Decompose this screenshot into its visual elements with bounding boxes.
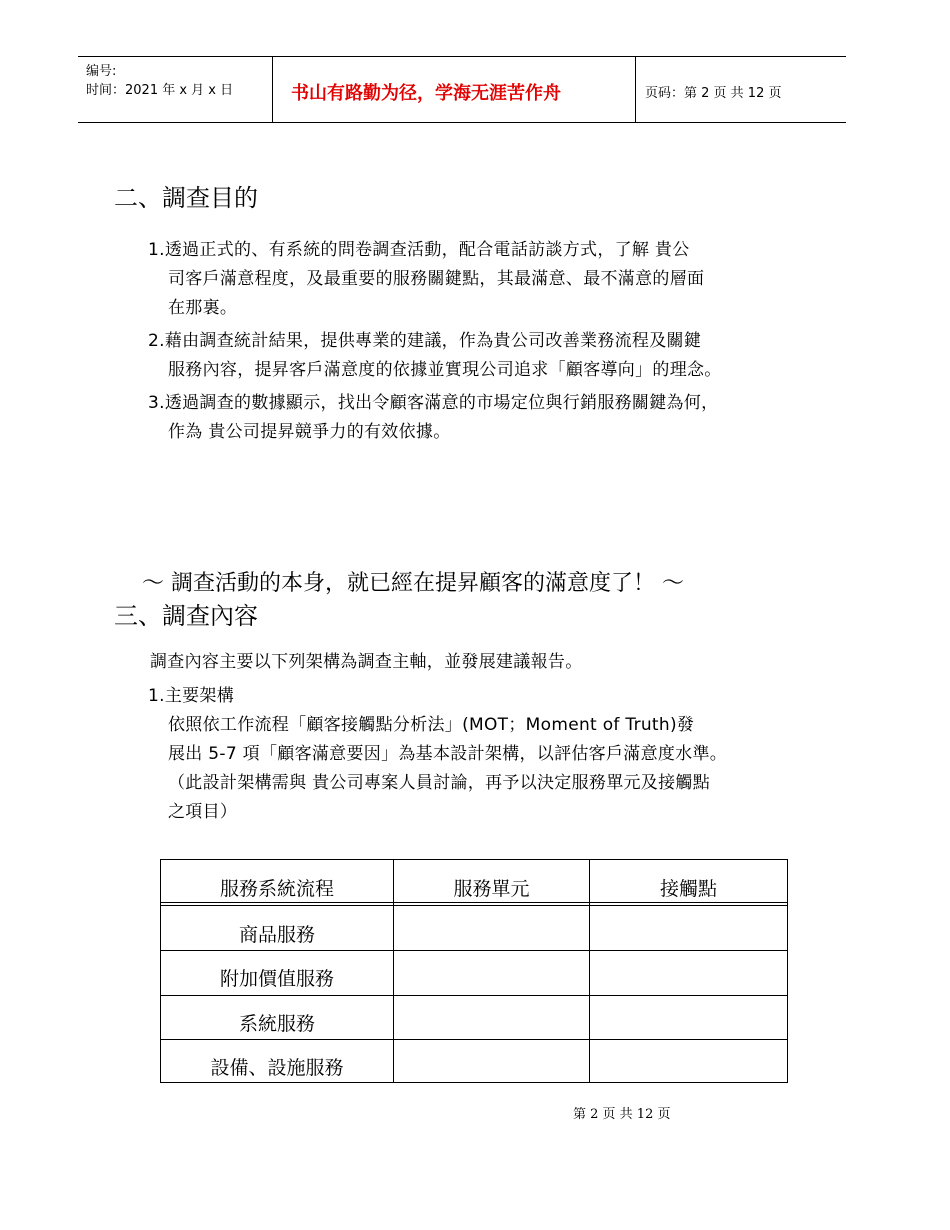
header-divider-right: [635, 56, 636, 123]
table-row-divider: [161, 1039, 787, 1040]
table-header-unit: 服務單元: [453, 878, 530, 900]
table-header-process: 服務系統流程: [219, 878, 334, 900]
table-header-rule: [161, 902, 787, 906]
section2-item1-line2: 司客戶滿意程度，及最重要的服務關鍵點，其最滿意、最不滿意的層面: [168, 269, 705, 289]
table-row-divider: [161, 950, 787, 951]
document-number-label: 编号:: [86, 64, 117, 79]
page-footer: 第 2 页 共 12 页: [573, 1107, 671, 1122]
header-top-rule: [78, 56, 846, 57]
section3-paragraph-line2: 展出 5-7 項「顧客滿意要因」為基本設計架構，以評估客戶滿意度水準。: [168, 744, 728, 764]
table-row-label: 系統服務: [238, 1013, 315, 1035]
section3-paragraph-line3: （此設計架構需與 貴公司專案人員討論，再予以決定服務單元及接觸點: [168, 773, 711, 793]
section3-paragraph-line1: 依照依工作流程「顧客接觸點分析法」(MOT；Moment of Truth)發: [168, 715, 695, 735]
section2-title: 二、調查目的: [114, 184, 258, 212]
table-row-label: 設備、設施服務: [210, 1057, 344, 1079]
table-row-label: 商品服務: [238, 924, 315, 946]
section3-intro: 調查內容主要以下列架構為調查主軸，並發展建議報告。: [150, 652, 583, 672]
section2-item3-line2: 作為 貴公司提昇競爭力的有效依據。: [168, 422, 451, 442]
section3-subtitle: 1.主要架構: [148, 686, 235, 706]
slogan: ～ 調查活動的本身，就已經在提昇顧客的滿意度了！ ～: [142, 571, 684, 596]
section2-item2-line2: 服務內容，提昇客戶滿意度的依據並實現公司追求「顧客導向」的理念。: [168, 360, 722, 380]
section2-item3-line1: 3.透過調查的數據顯示，找出令顧客滿意的市場定位與行銷服務關鍵為何，: [148, 393, 719, 413]
section3-paragraph-line4: 之項目）: [168, 802, 238, 822]
document-time-label: 时间：2021 年 x 月 x 日: [86, 83, 234, 98]
table-row-divider: [161, 995, 787, 996]
section3-title: 三、調查內容: [114, 602, 258, 630]
page-number-label: 页码：第 2 页 共 12 页: [645, 86, 782, 101]
section2-item2-line1: 2.藉由調查統計結果，提供專業的建議，作為貴公司改善業務流程及關鍵: [148, 331, 702, 351]
table-header-touchpoint: 接觸點: [659, 878, 717, 900]
section2-item1-line1: 1.透過正式的、有系統的問卷調查活動，配合電話訪談方式，了解 貴公: [148, 240, 690, 260]
service-framework-table: [160, 859, 788, 1083]
header-motto: 书山有路勤为径，学海无涯苦作舟: [291, 83, 561, 104]
header-divider-left: [272, 56, 273, 123]
header-bottom-rule: [78, 122, 846, 123]
section2-item1-line3: 在那裏。: [168, 298, 238, 318]
table-row-label: 附加價值服務: [219, 968, 334, 990]
